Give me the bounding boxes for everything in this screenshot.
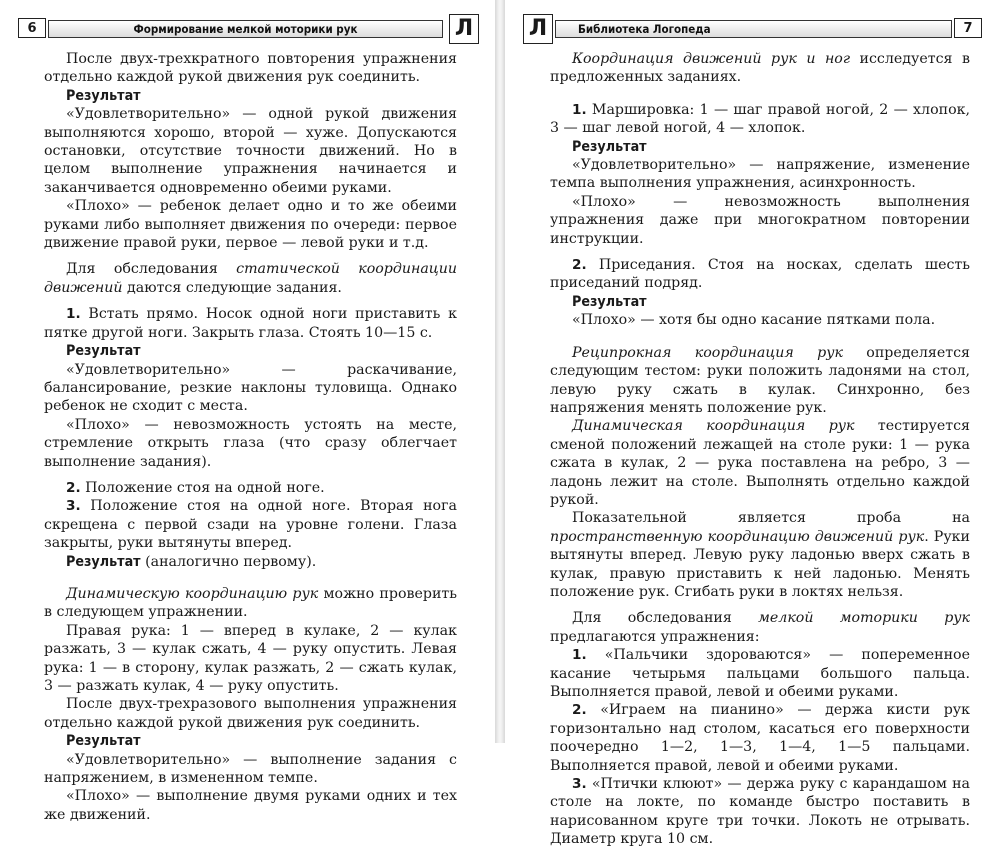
series-logo: Л — [523, 14, 553, 44]
paragraph: «Плохо» — выполнение двумя руками одних и тех же движений. — [44, 788, 457, 823]
emphasis: Динамическая координация рук — [572, 418, 855, 435]
paragraph: «Удовлетворительно» — раскачивание, балансирование, резкие наклоны туловища. Однако ребенок не сходит с места. — [44, 361, 457, 415]
emphasis: статической координации движений — [44, 261, 457, 296]
left-page — [0, 0, 495, 823]
emphasis: пространственную координацию движений рук — [550, 528, 925, 545]
paragraph: Для обследования статической координации движений даются следующие задания. — [44, 261, 457, 296]
emphasis: мелкой моторики рук — [758, 610, 971, 627]
numbered-item: 2. Приседания. Стоя на носках, сделать шесть приседаний подряд. — [550, 257, 970, 292]
paragraph: «Плохо» — ребенок делает одно и то же обеими руками либо выполняет движения по очереди: первое движение правой руки, первое — левой руки и т.д. — [44, 198, 457, 252]
result-heading: Результат — [66, 343, 141, 360]
paragraph: После двух-трехкратного повторения упражнения отдельно каждой рукой движения рук соединить. — [44, 51, 457, 86]
emphasis: Реципрокная координация рук — [572, 344, 843, 361]
paragraph: Правая рука: 1 — вперед в кулаке, 2 — кулак разжать, 3 — кулак сжать, 4 — руку опустить. Левая рука: 1 — в сторону, кулак разжать, 2 — сжать кулак, 3 — разжать кулак, 4 — руку опустить. — [44, 622, 457, 694]
page-number: 7 — [954, 18, 982, 38]
numbered-item: 2. Положение стоя на одной ноге. — [66, 479, 325, 496]
paragraph: Для обследования мелкой моторики рук предлагаются упражнения: — [550, 610, 971, 645]
result-heading: Результат — [572, 293, 647, 310]
numbered-item: 2. «Играем на пианино» — держа кисти рук горизонтально над столом, касаться его поверхности поочередно 1—2, 1—3, 1—4, 1—5 пальцами. Выполняется правой, левой и обеими руками. — [550, 702, 970, 774]
header-title: Формирование мелкой моторики рук — [48, 20, 443, 38]
paragraph: «Плохо» — хотя бы одно касание пятками пола. — [572, 312, 936, 329]
emphasis: Координация движений рук и ног — [572, 51, 851, 67]
page-number: 6 — [18, 18, 46, 38]
paragraph: Показательной является проба на пространственную координацию движений рук. Руки вытянуты вперед. Левую руку ладонью вверх сжать в кулак, правую приставить к ней ладонью. Менять положение рук. Сгибать руки в локтях нельзя. — [550, 510, 970, 600]
numbered-item: 1. Встать прямо. Носок одной ноги приставить к пятке другой ноги. Закрыть глаза. Стоять 10—15 с. — [44, 306, 457, 341]
paragraph: Реципрокная координация рук определяется следующим тестом: руки положить ладонями на стол, левую руку сжать в кулак. Синхронно, без напряжения менять положение рук. — [550, 344, 970, 416]
result-heading: Результат — [66, 87, 141, 104]
page-body — [44, 50, 457, 823]
paragraph: «Плохо» — невозможность выполнения упражнения даже при многократном повторении инструкции. — [550, 193, 970, 247]
paragraph: «Удовлетворительно» — напряжение, изменение темпа выполнения упражнения, асинхронность. — [550, 157, 970, 192]
numbered-item: 1. «Пальчики здороваются» — попеременное касание четырьмя пальцами большого пальца. Выполняется правой, левой и обеими руками. — [550, 647, 970, 700]
result-heading: Результат — [66, 733, 141, 750]
running-header — [14, 14, 481, 42]
paragraph: «Удовлетворительно» — одной рукой движения выполняются хорошо, второй — хуже. Допускаются остановки, отсутствие точности движений. Но в целом выполнение упражнения начинается и заканчивается одновременно обеими руками. — [44, 106, 457, 196]
header-title: Библиотека Логопеда — [555, 20, 952, 38]
paragraph: Динамическая координация рук тестируется сменой положений лежащей на столе руки: 1 — рука сжата в кулак, 2 — рука поставлена на ребро, 3 — ладонь лежит на столе. Выполнять отдельно каждой рукой. — [550, 418, 970, 508]
numbered-item: 3. «Птички клюют» — держа руку с карандашом на столе на локте, по команде быстро поставить в нарисованном круге три точки. Локоть не отрывать. Диаметр круга 10 см. — [550, 776, 970, 848]
result-heading: Результат (аналогично первому). — [66, 553, 317, 570]
right-page — [505, 0, 1000, 848]
running-header — [519, 14, 986, 42]
result-heading: Результат — [572, 138, 647, 155]
numbered-item: 3. Положение стоя на одной ноге. Вторая нога скрещена с первой сзади на уровне голени. Глаза закрыты, руки вытянуты вперед. — [44, 498, 457, 552]
numbered-item: 1. Маршировка: 1 — шаг правой ногой, 2 — хлопок, 3 — шаг левой ногой, 4 — хлопок. — [550, 101, 970, 137]
paragraph: Координация движений рук и ног исследуется в предложенных заданиях. — [550, 51, 970, 86]
series-logo: Л — [449, 14, 479, 44]
book-spine — [495, 0, 505, 743]
paragraph: Динамическую координацию рук можно проверить в следующем упражнении. — [44, 585, 457, 621]
page-body — [550, 50, 971, 848]
paragraph: «Удовлетворительно» — выполнение задания с напряжением, в измененном темпе. — [44, 751, 457, 787]
paragraph: «Плохо» — невозможность устоять на месте, стремление открыть глаза (что сразу облегчает выполнение задания). — [44, 416, 457, 470]
emphasis: Динамическую координацию рук — [66, 585, 319, 602]
paragraph: После двух-трехразового выполнения упражнения отдельно каждой рукой движения рук соединить. — [44, 696, 457, 731]
